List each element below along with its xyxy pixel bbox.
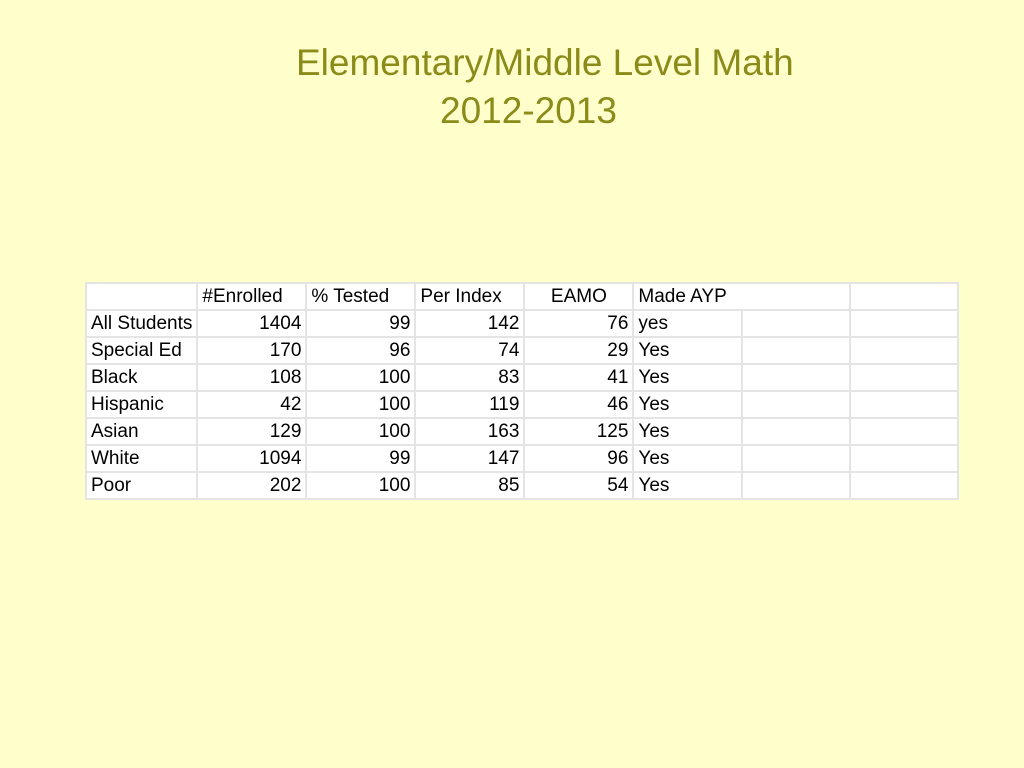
row-label-cell: Asian [86, 418, 197, 445]
enrolled-cell: 170 [197, 337, 306, 364]
row-label-cell: All Students [86, 310, 197, 337]
tested-cell: 99 [306, 445, 415, 472]
eamo-cell: 125 [524, 418, 633, 445]
empty-cell [850, 364, 958, 391]
empty-cell [850, 337, 958, 364]
eamo-cell: 29 [524, 337, 633, 364]
enrolled-cell: 202 [197, 472, 306, 499]
row-label-cell: Special Ed [86, 337, 197, 364]
made-ayp-cell: Yes [633, 472, 742, 499]
made-ayp-cell: Yes [633, 445, 742, 472]
header-cell-enrolled: #Enrolled [197, 283, 306, 310]
eamo-cell: 76 [524, 310, 633, 337]
enrolled-cell: 129 [197, 418, 306, 445]
table-row [86, 310, 958, 337]
made-ayp-cell: Yes [633, 364, 742, 391]
made-ayp-cell: yes [633, 310, 742, 337]
empty-cell [850, 445, 958, 472]
made-ayp-cell: Yes [633, 337, 742, 364]
per-index-cell: 142 [415, 310, 524, 337]
row-label-cell: Hispanic [86, 391, 197, 418]
empty-cell [850, 310, 958, 337]
header-cell-per-index: Per Index [415, 283, 524, 310]
empty-cell [850, 391, 958, 418]
eamo-cell: 54 [524, 472, 633, 499]
tested-cell: 100 [306, 418, 415, 445]
row-label-cell: Poor [86, 472, 197, 499]
enrolled-cell: 108 [197, 364, 306, 391]
tested-cell: 99 [306, 310, 415, 337]
empty-cell [850, 472, 958, 499]
empty-cell [742, 364, 850, 391]
table-row [86, 391, 958, 418]
per-index-cell: 147 [415, 445, 524, 472]
empty-cell [742, 445, 850, 472]
header-cell-made-ayp: Made AYP [633, 283, 850, 310]
per-index-cell: 119 [415, 391, 524, 418]
empty-cell [742, 472, 850, 499]
tested-cell: 96 [306, 337, 415, 364]
enrolled-cell: 1094 [197, 445, 306, 472]
table-row [86, 445, 958, 472]
header-cell-blank [86, 283, 197, 310]
header-cell-empty [850, 283, 958, 310]
row-label-cell: Black [86, 364, 197, 391]
row-label-cell: White [86, 445, 197, 472]
table-row [86, 472, 958, 499]
per-index-cell: 85 [415, 472, 524, 499]
per-index-cell: 83 [415, 364, 524, 391]
header-cell-eamo: EAMO [524, 283, 633, 310]
tested-cell: 100 [306, 391, 415, 418]
enrolled-cell: 42 [197, 391, 306, 418]
table-row [86, 418, 958, 445]
empty-cell [742, 418, 850, 445]
table-row [86, 364, 958, 391]
header-cell-tested: % Tested [306, 283, 415, 310]
empty-cell [850, 418, 958, 445]
made-ayp-cell: Yes [633, 391, 742, 418]
eamo-cell: 96 [524, 445, 633, 472]
empty-cell [742, 310, 850, 337]
eamo-cell: 41 [524, 364, 633, 391]
empty-cell [742, 337, 850, 364]
tested-cell: 100 [306, 364, 415, 391]
tested-cell: 100 [306, 472, 415, 499]
per-index-cell: 74 [415, 337, 524, 364]
table-row [86, 337, 958, 364]
enrolled-cell: 1404 [197, 310, 306, 337]
made-ayp-cell: Yes [633, 418, 742, 445]
eamo-cell: 46 [524, 391, 633, 418]
page-title: Elementary/Middle Level Math [296, 42, 794, 83]
page-subtitle-year: 2012-2013 [440, 90, 617, 131]
empty-cell [742, 391, 850, 418]
ayp-data-table [85, 282, 959, 500]
per-index-cell: 163 [415, 418, 524, 445]
table-header-row [86, 283, 958, 310]
